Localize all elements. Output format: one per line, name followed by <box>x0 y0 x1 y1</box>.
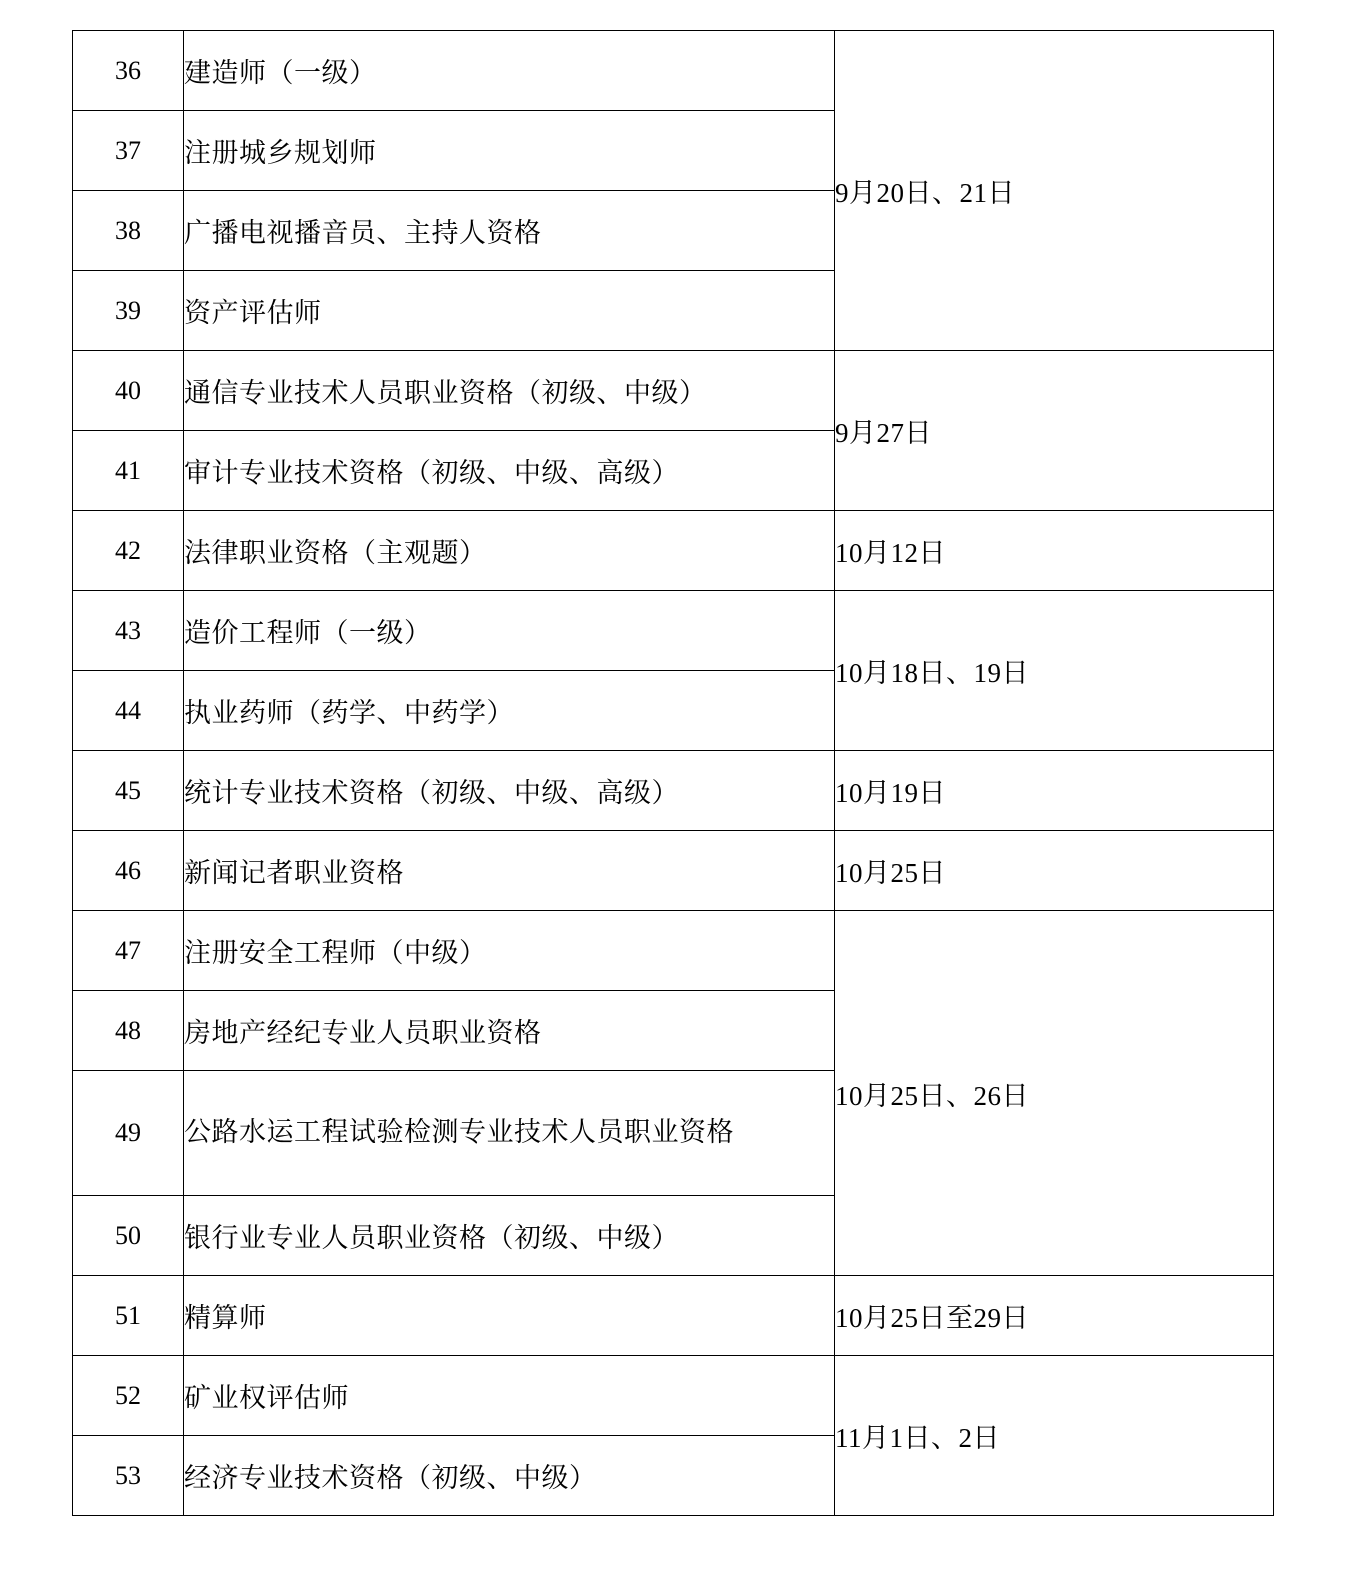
exam-schedule-table <box>72 30 1274 1516</box>
row-number: 37 <box>73 111 184 191</box>
exam-date: 10月25日 <box>835 831 1274 911</box>
exam-name: 房地产经纪专业人员职业资格 <box>184 991 835 1071</box>
exam-name: 建造师（一级） <box>184 31 835 111</box>
exam-date-merged: 9月27日 <box>835 351 1274 511</box>
table-row <box>73 591 1274 671</box>
exam-name: 资产评估师 <box>184 271 835 351</box>
row-number: 36 <box>73 31 184 111</box>
exam-date: 10月19日 <box>835 751 1274 831</box>
exam-name: 广播电视播音员、主持人资格 <box>184 191 835 271</box>
exam-name: 经济专业技术资格（初级、中级） <box>184 1436 835 1516</box>
table-row <box>73 1356 1274 1436</box>
exam-name: 矿业权评估师 <box>184 1356 835 1436</box>
table-row <box>73 1276 1274 1356</box>
table-row <box>73 831 1274 911</box>
exam-date: 10月25日至29日 <box>835 1276 1274 1356</box>
row-number: 53 <box>73 1436 184 1516</box>
exam-name: 法律职业资格（主观题） <box>184 511 835 591</box>
row-number: 51 <box>73 1276 184 1356</box>
exam-name: 精算师 <box>184 1276 835 1356</box>
exam-name: 银行业专业人员职业资格（初级、中级） <box>184 1196 835 1276</box>
exam-date-merged: 10月25日、26日 <box>835 911 1274 1276</box>
exam-date-merged: 11月1日、2日 <box>835 1356 1274 1516</box>
row-number: 49 <box>73 1071 184 1196</box>
exam-name: 新闻记者职业资格 <box>184 831 835 911</box>
exam-name: 审计专业技术资格（初级、中级、高级） <box>184 431 835 511</box>
table-row <box>73 351 1274 431</box>
row-number: 44 <box>73 671 184 751</box>
row-number: 48 <box>73 991 184 1071</box>
table-row <box>73 751 1274 831</box>
table-row <box>73 511 1274 591</box>
exam-name <box>184 1071 835 1196</box>
exam-name-text: 公路水运工程试验检测专业技术人员职业资格 <box>184 1117 734 1148</box>
row-number: 45 <box>73 751 184 831</box>
table-row <box>73 911 1274 991</box>
exam-name: 注册安全工程师（中级） <box>184 911 835 991</box>
exam-name: 执业药师（药学、中药学） <box>184 671 835 751</box>
exam-date: 10月12日 <box>835 511 1274 591</box>
exam-name: 统计专业技术资格（初级、中级、高级） <box>184 751 835 831</box>
exam-name: 注册城乡规划师 <box>184 111 835 191</box>
exam-date-merged: 9月20日、21日 <box>835 31 1274 351</box>
exam-date-merged: 10月18日、19日 <box>835 591 1274 751</box>
table-body <box>73 31 1274 1516</box>
exam-name: 通信专业技术人员职业资格（初级、中级） <box>184 351 835 431</box>
row-number: 50 <box>73 1196 184 1276</box>
row-number: 38 <box>73 191 184 271</box>
row-number: 47 <box>73 911 184 991</box>
table-row <box>73 31 1274 111</box>
row-number: 41 <box>73 431 184 511</box>
row-number: 46 <box>73 831 184 911</box>
row-number: 40 <box>73 351 184 431</box>
row-number: 39 <box>73 271 184 351</box>
row-number: 43 <box>73 591 184 671</box>
exam-name: 造价工程师（一级） <box>184 591 835 671</box>
row-number: 42 <box>73 511 184 591</box>
row-number: 52 <box>73 1356 184 1436</box>
